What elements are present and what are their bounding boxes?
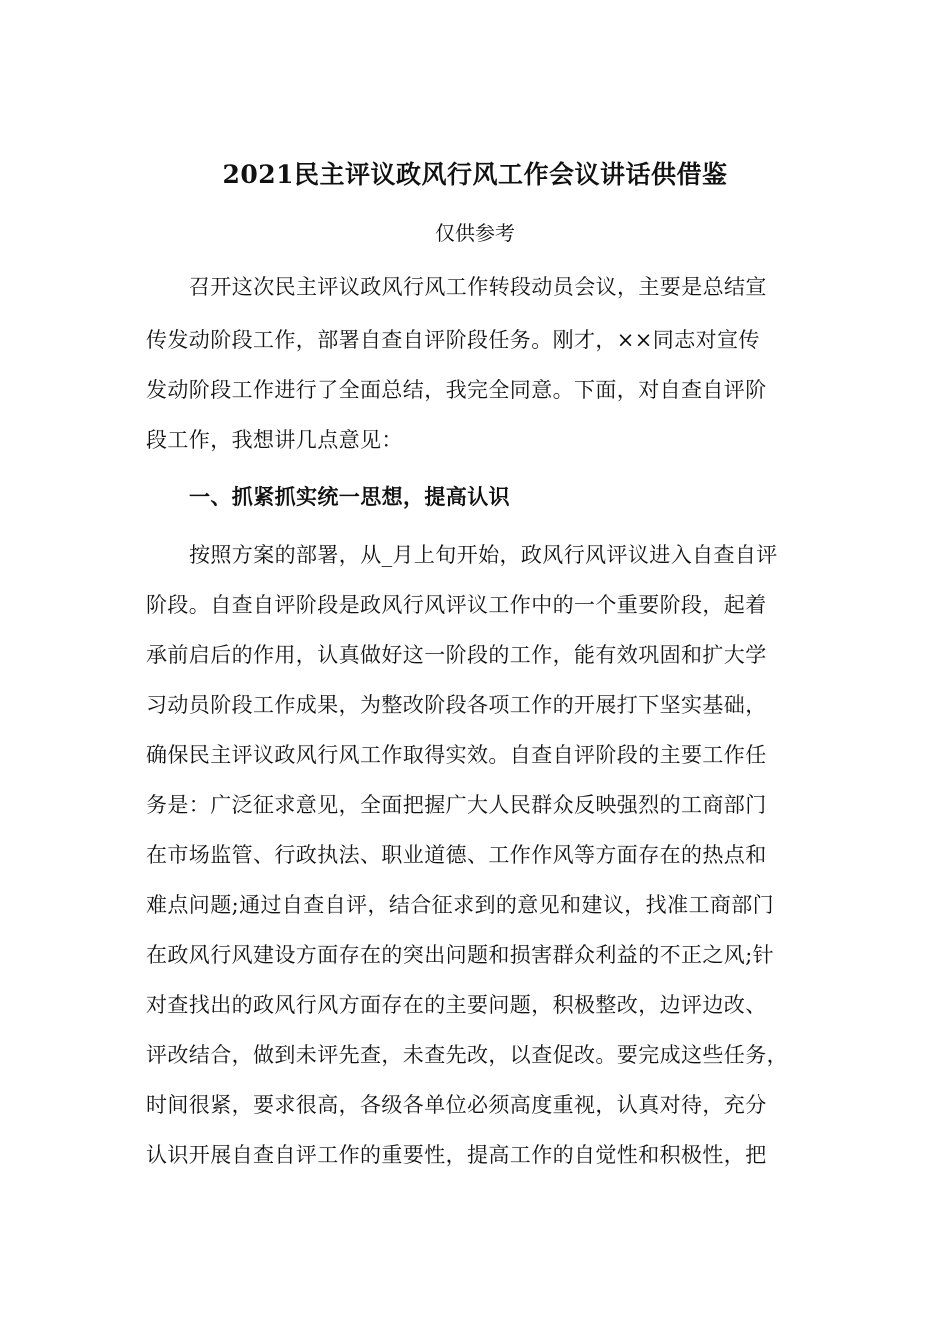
paragraph-2-line-4: 习动员阶段工作成果，为整改阶段各项工作的开展打下坚实基础， (146, 693, 767, 717)
paragraph-2-line-5: 确保民主评议政风行风工作取得实效。自查自评阶段的主要工作任 (146, 743, 767, 767)
paragraph-2-line-7: 在市场监管、行政执法、职业道德、工作作风等方面存在的热点和 (146, 843, 767, 867)
paragraph-2-line-10: 对查找出的政风行风方面存在的主要问题，积极整改，边评边改、 (146, 993, 767, 1017)
paragraph-2-line-1: 按照方案的部署，从_月上旬开始，政风行风评议进入自查自评 (189, 543, 778, 567)
paragraph-2-line-2: 阶段。自查自评阶段是政风行风评议工作中的一个重要阶段，起着 (146, 593, 767, 617)
paragraph-2-line-11: 评改结合，做到未评先查，未查先改，以查促改。要完成这些任务， (146, 1043, 788, 1067)
paragraph-1-line-4: 段工作，我想讲几点意见： (146, 428, 403, 452)
paragraph-2-line-9: 在政风行风建设方面存在的突出问题和损害群众利益的不正之风;针 (146, 943, 775, 967)
paragraph-2-line-13: 认识开展自查自评工作的重要性，提高工作的自觉性和积极性，把 (146, 1143, 767, 1167)
paragraph-1-line-3: 发动阶段工作进行了全面总结，我完全同意。下面，对自查自评阶 (146, 378, 767, 402)
document-title: 2021民主评议政风行风工作会议讲话供借鉴 (222, 160, 728, 189)
paragraph-2-line-12: 时间很紧，要求很高，各级各单位必须高度重视，认真对待，充分 (146, 1093, 767, 1117)
section-heading-1: 一、抓紧抓实统一思想，提高认识 (189, 484, 510, 509)
paragraph-1-line-2: 传发动阶段工作，部署自查自评阶段任务。刚才，××同志对宣传 (146, 328, 760, 352)
document-subtitle: 仅供参考 (435, 221, 515, 245)
paragraph-2-line-6: 务是：广泛征求意见，全面把握广大人民群众反映强烈的工商部门 (146, 793, 767, 817)
paragraph-2-line-8: 难点问题;通过自查自评，结合征求到的意见和建议，找准工商部门 (146, 893, 775, 917)
paragraph-1-line-1: 召开这次民主评议政风行风工作转段动员会议，主要是总结宣 (189, 275, 767, 299)
paragraph-2-line-3: 承前启后的作用，认真做好这一阶段的工作，能有效巩固和扩大学 (146, 643, 767, 667)
